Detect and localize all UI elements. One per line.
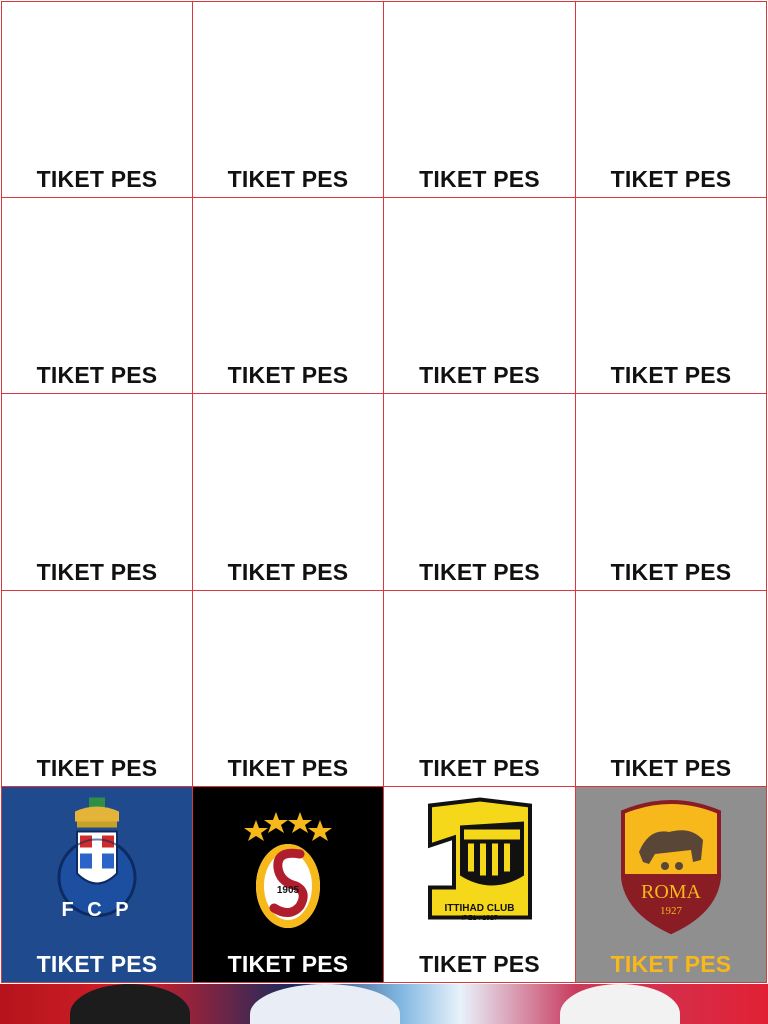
- ticket-label: TIKET PES: [36, 755, 158, 781]
- ticket-tile-galatasaray[interactable]: [192, 786, 384, 983]
- ticket-tile[interactable]: [575, 393, 767, 591]
- ticket-tile-ittihad[interactable]: [383, 786, 576, 983]
- ticket-label: TIKET PES: [227, 362, 349, 388]
- player-figure-right: [560, 984, 680, 1024]
- ticket-label: TIKET PES: [610, 166, 732, 192]
- ticket-tile[interactable]: [575, 590, 767, 787]
- ticket-tile[interactable]: [192, 1, 384, 198]
- ticket-tile[interactable]: [383, 590, 576, 787]
- ticket-tile[interactable]: [1, 1, 193, 198]
- ticket-label: TIKET PES: [419, 559, 540, 585]
- ticket-label: TIKET PES: [36, 166, 158, 192]
- ticket-tile[interactable]: [1, 393, 193, 591]
- ticket-tile-porto[interactable]: [1, 786, 193, 983]
- player-figure-left: [70, 984, 190, 1024]
- ittihad-club-subtext: IPE1 . 1927: [461, 915, 498, 922]
- ticket-label: TIKET PES: [610, 755, 732, 781]
- ticket-tile[interactable]: [1, 197, 193, 394]
- roma-crest-name: ROMA: [640, 881, 701, 903]
- fc-porto-crest-icon: [2, 787, 192, 939]
- ticket-tile-roma[interactable]: [575, 786, 767, 983]
- ticket-label: TIKET PES: [419, 166, 540, 192]
- ittihad-crest-icon: [384, 787, 575, 939]
- ticket-label: TIKET PES: [610, 951, 732, 977]
- as-roma-crest-icon: [576, 787, 766, 939]
- ticket-tile[interactable]: [575, 1, 767, 198]
- ticket-label: TIKET PES: [419, 951, 540, 977]
- roma-crest-year: 1927: [660, 905, 682, 917]
- ticket-label: TIKET PES: [419, 362, 540, 388]
- ticket-label: TIKET PES: [227, 951, 349, 977]
- ittihad-club-text: ITTIHAD CLUB: [444, 903, 515, 914]
- ticket-label: TIKET PES: [36, 362, 158, 388]
- ticket-label: TIKET PES: [227, 755, 349, 781]
- ticket-tile[interactable]: [192, 590, 384, 787]
- ticket-label: TIKET PES: [610, 559, 732, 585]
- ticket-label: TIKET PES: [36, 951, 158, 977]
- ticket-tile[interactable]: [1, 590, 193, 787]
- ticket-label: TIKET PES: [227, 559, 349, 585]
- porto-crest-letters: F C P: [61, 899, 133, 921]
- player-figure-center: [250, 984, 400, 1024]
- ticket-tile[interactable]: [192, 197, 384, 394]
- galatasaray-year: 1905: [276, 885, 300, 896]
- ticket-tile[interactable]: [383, 197, 576, 394]
- galatasaray-crest-icon: [193, 787, 383, 939]
- players-banner-image: [0, 984, 768, 1024]
- ticket-label: TIKET PES: [227, 166, 349, 192]
- ticket-tile[interactable]: [383, 1, 576, 198]
- ticket-label: TIKET PES: [419, 755, 540, 781]
- ticket-tile[interactable]: [383, 393, 576, 591]
- ticket-label: TIKET PES: [36, 559, 158, 585]
- ticket-tile[interactable]: [192, 393, 384, 591]
- ticket-tile[interactable]: [575, 197, 767, 394]
- ticket-label: TIKET PES: [610, 362, 732, 388]
